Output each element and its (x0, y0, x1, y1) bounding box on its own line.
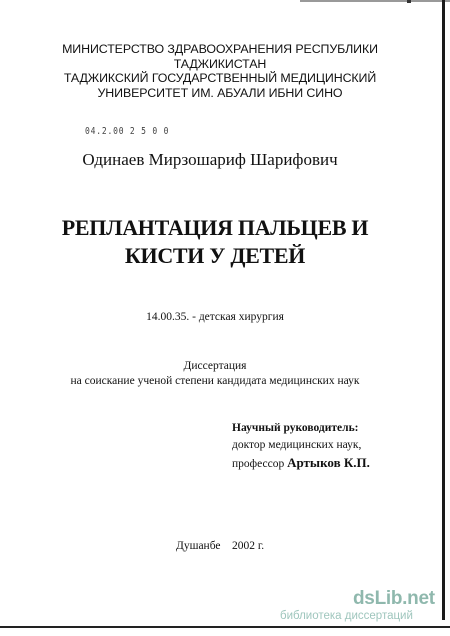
place-and-year (176, 540, 264, 552)
registration-stamp: 04.2.00 2 5 0 0 (85, 126, 170, 137)
dslib-watermark[interactable] (280, 588, 435, 622)
scan-mark (407, 0, 411, 3)
header-line-1: МИНИСТЕРСТВО ЗДРАВООХРАНЕНИЯ РЕСПУБЛИКИ (62, 42, 378, 56)
watermark-brand[interactable]: dsLib.net (353, 588, 435, 609)
city: Душанбе (176, 540, 221, 552)
advisor-prefix: профессор (232, 458, 285, 470)
title-line-2: КИСТИ У ДЕТЕЙ (124, 243, 306, 268)
scan-edge-right (442, 0, 445, 620)
header-line-3: ТАДЖИКСКИЙ ГОСУДАРСТВЕННЫЙ МЕДИЦИНСКИЙ (63, 71, 377, 85)
year: 2002 г. (232, 540, 265, 552)
scan-edge-bottom (0, 626, 450, 628)
specialty-code: 14.00.35. - детская хирургия (146, 311, 284, 323)
ministry-header (30, 42, 410, 100)
scientific-advisor (232, 420, 370, 473)
title-line-1: РЕПЛАНТАЦИЯ ПАЛЬЦЕВ И (61, 215, 369, 240)
watermark-subtitle: библиотека диссертаций (280, 610, 413, 622)
advisor-name: Артыков К.П. (287, 455, 370, 470)
header-line-2: ТАДЖИКИСТАН (173, 56, 267, 71)
dissertation-purpose: на соискание ученой степени кандидата медицинских наук (70, 375, 360, 387)
advisor-title-line (232, 454, 370, 473)
advisor-degree: доктор медицинских наук, (232, 439, 362, 451)
author-name: Одинаев Мирзошариф Шарифович (82, 150, 338, 169)
dissertation-label: Диссертация (183, 360, 247, 372)
advisor-heading: Научный руководитель: (232, 422, 359, 434)
scan-edge-top (300, 0, 450, 2)
header-line-4: УНИВЕРСИТЕТ ИМ. АБУАЛИ ИБНИ СИНО (97, 85, 343, 100)
dissertation-type (0, 359, 430, 389)
dissertation-title (0, 214, 430, 270)
